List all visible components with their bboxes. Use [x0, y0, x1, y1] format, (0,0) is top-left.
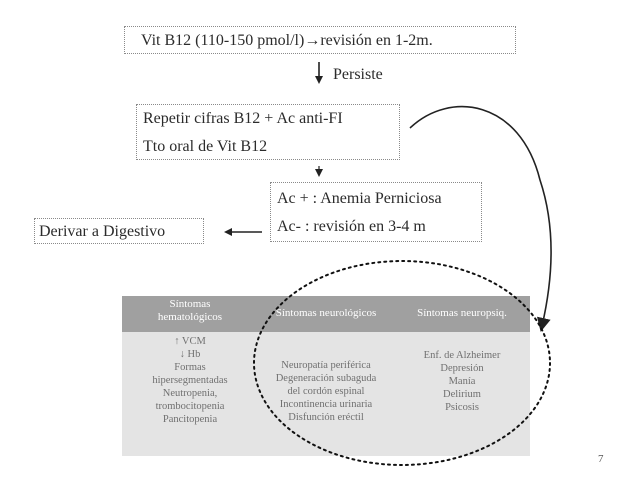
persiste-label: Persiste	[333, 66, 383, 83]
cell-line: Depresión	[440, 363, 484, 374]
ac-line-1: Ac + : Anemia Perniciosa	[277, 190, 442, 207]
cell-line: Neutropenia,	[162, 388, 218, 399]
cell-line: Incontinencia urinaria	[279, 399, 373, 410]
cell-line: Psicosis	[445, 402, 479, 413]
header-neurologicos: Síntomas neurológicos	[275, 307, 377, 319]
repetir-line-1: Repetir cifras B12 + Ac anti-FI	[143, 110, 343, 127]
page-number: 7	[598, 453, 604, 465]
cell-line: Manía	[448, 376, 476, 387]
ac-line-2: Ac- : revisión en 3-4 m	[277, 218, 426, 235]
cell-line: Neuropatía periférica	[281, 360, 371, 371]
highlight-ellipse	[254, 261, 550, 465]
cell-line: ↑ VCM	[174, 336, 206, 347]
arrow-curved-neuropsiq	[410, 107, 551, 326]
cell-line: Delirium	[443, 389, 481, 400]
header-neuropsiquiatricos: Síntomas neuropsiq.	[417, 307, 507, 319]
derivar-text: Derivar a Digestivo	[39, 223, 166, 240]
header-hematologicos: Síntomas hematológicos	[157, 298, 223, 323]
cell-line: Pancitopenia	[162, 414, 218, 425]
cell-line: Degeneración subaguda	[275, 373, 377, 384]
cell-line: Formas	[174, 362, 206, 373]
vitb12-text: Vit B12 (110-150 pmol/l)→revisión en 1-2m.	[141, 32, 433, 49]
repetir-line-2: Tto oral de Vit B12	[143, 138, 268, 155]
cell-line: Enf. de Alzheimer	[423, 350, 501, 361]
cell-line: trombocitopenia	[155, 401, 225, 412]
cell-line: hipersegmentadas	[152, 375, 228, 386]
cell-line: ↓ Hb	[179, 349, 201, 360]
cell-line: del cordón espinal	[287, 386, 365, 397]
cell-line: Disfunción eréctil	[288, 412, 364, 423]
